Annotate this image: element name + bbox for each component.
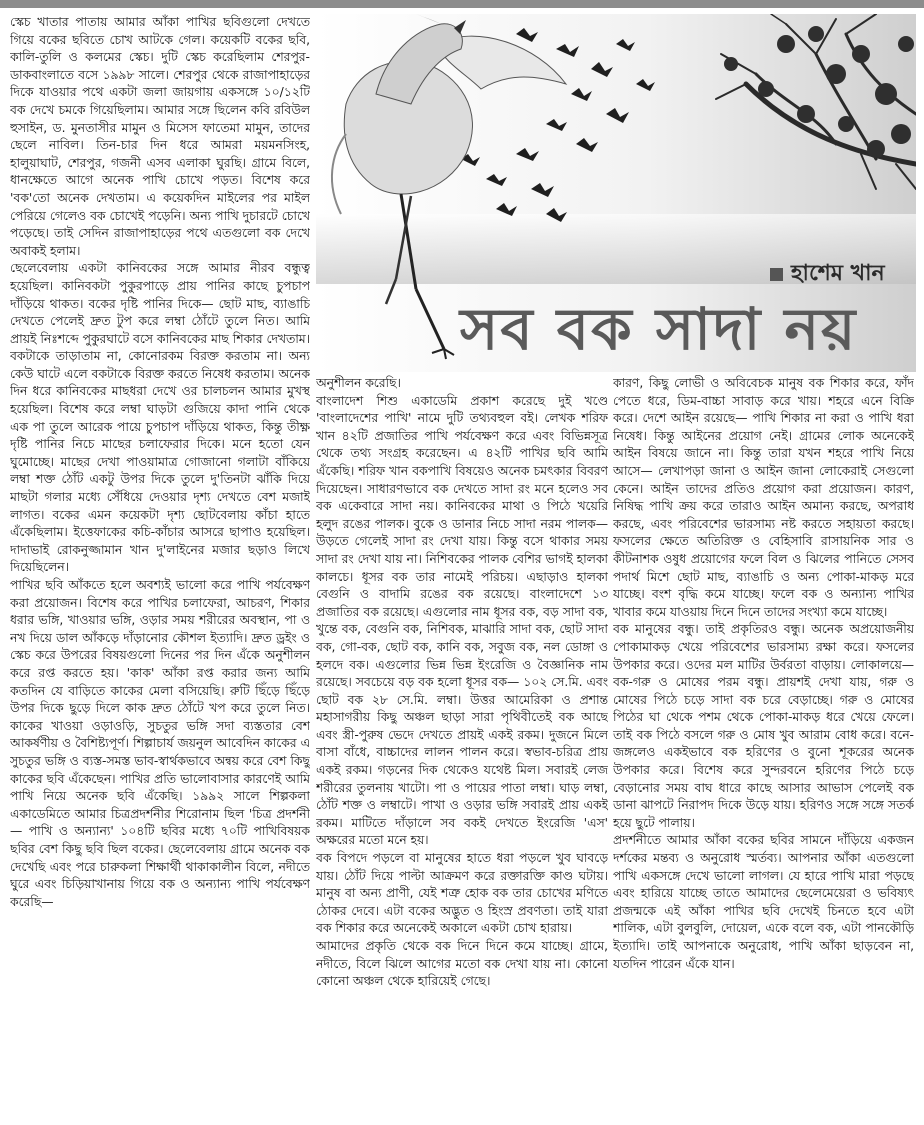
paragraph: আমাদের প্রকৃতি থেকে বক দিনে দিনে কমে যাচ্ছে। গ্রামে, নদীতে, বিলে ঝিলে আগের মতো বক দেখা যায় না। কোনো কোনো অঞ্চল থেকে হারিয়েই গেছে। [316,939,608,989]
article-column-2 [316,375,608,1119]
paragraph: প্রদর্শনীতে আমার আঁকা বকের ছবির সামনে দাঁড়িয়ে একজন দর্শকের মন্তব্য ও অনুরোধ স্মর্তব্য। আপনার আঁকা এতগুলো পাখি একসঙ্গে দেখে ভালো লাগল। যে হারে পাখি মারা পড়ছে এবং হারিয়ে যাচ্ছে তাতে আমাদের ছেলেমেয়েরা ও ভবিষ্যৎ প্রজন্মকে এই আঁকা পাখির ছবি দেখেই চিনতে হবে এটা শালিক, এটা বুলবুলি, দোয়েল, একে বলে বক, এটা পানকৌড়ি ইত্যাদি। তাই আপনাকে অনুরোধ, পাখি আঁকা ছাড়বেন না, যতদিন পারেন এঁকে যান। [613,833,914,971]
paragraph: কারণ, কিছু লোভী ও অবিবেচক মানুষ বক শিকার করে, ফাঁদ পেতে ধরে, ডিম-বাচ্চা সাবাড় করে খায়। শহরে এনে বিক্রি করে। দেশে আইন রয়েছে— পাখি শিকার না করা ও পাখি ধরা নিষেধ। কিন্তু আইনের প্রয়োগ নেই। গ্রামের লোক অনেকেই আইন বিষয়ে জানে না। কিন্তু তারা যখন শহরে পাখি নিয়ে আসে— লেখাপড়া জানা ও আইন জানা লোকেরাই সেগুলো কেনে। আইন তাদের প্রতিও প্রয়োগ করা প্রয়োজন। কারণ, নিষিদ্ধ পাখি ক্রয় করে তারাও আইন অমান্য করছে, অপরাধ করছে, এবং পরিবেশের ভারসাম্য নষ্ট করতে সহায়তা করছে। ফসলের ক্ষেতে অতিরিক্ত ও বেহিসাবি রাসায়নিক সার ও কীটনাশক ওষুধ প্রয়োগের ফলে বিল ও ঝিলের পানিতে সেসব পদার্থ মিশে ছোট মাছ, ব্যাঙাচি ও অন্য পোকা-মাকড় মরে যাচ্ছে। বংশ বৃদ্ধি কমে যাচ্ছে। ফলে বক ও অন্যান্য পাখির খাবার কমে যাওয়ায় দিনে দিনে তাদের সংখ্যা কমে যাচ্ছে। [613,376,914,619]
paragraph: বক মানুষের বন্ধু। তাই প্রকৃতিরও বন্ধু। অনেক অপ্রয়োজনীয় পোকামাকড় খেয়ে পরিবেশের ভারসাম্য রক্ষা করে। ফসলের উপকার করে। ওদের মল মাটির উর্বরতা বাড়ায়। লোকালয়ে— বক-গরু ও মোষের পরম বন্ধু। প্রায়শই দেখা যায়, গরু ও মোষের পিঠে চড়ে সাদা বক চরে বেড়াচ্ছে। গরু ও মোষের পিঠের ঘা থেকে পশম থেকে পোকা-মাকড় ধরে খেয়ে ফেলে। তাই বক পিঠে বসলে গরু ও মোষ খুব আরাম বোধ করে। বনে-জঙ্গলেও একইভাবে বক হরিণের ও বুনো শূকরের অনেক উপকার করে। বিশেষ করে সুন্দরবনে হরিণের পিঠে চড়ে বেড়ানোর সময় বাঘ ধারে কাছে আসার আভাস পেলেই বক ডানা ঝাপটে নিরাপদ দিকে উড়ে যায়। হরিণও সঙ্গে সঙ্গে সতর্ক হয়ে ছুটে পালায়। [613,622,914,830]
paragraph: পাখির ছবি আঁকতে হলে অবশ্যই ভালো করে পাখি পর্যবেক্ষণ করা প্রয়োজন। বিশেষ করে পাখির চলাফেরা, আচরণ, শিকার ধরার ভঙ্গি, খাওয়ার ভঙ্গি, ওড়ার সময় শরীরের অবস্থান, পা ও নখ দিয়ে ডাল আঁকড়ে দাঁড়ানোর কৌশল ইত্যাদি। দ্রুত ড্রইং ও স্কেচ করে উপরের বিষয়গুলো দিনের পর দিন এঁকে অনুশীলন করে রপ্ত করতে হয়। 'কাক' আঁকা রপ্ত করার জন্য আমি কতদিন যে বাড়িতে কাকের মেলা বসিয়েছি। রুটি ছিঁড়ে ছিঁড়ে উপর দিকে ছুড়ে দিলে কাক দ্রুত ঠোঁটে খপ করে তুলে নিত। কাকের খাওয়া ওড়াওড়ি, সুচতুর ভঙ্গি সদা ব্যস্ততার বেশ আকর্ষণীয় ও বৈশিষ্ট্যপূর্ণ। শিল্পাচার্য জয়নুল আবেদিন কাকের এ সুচতুর ভঙ্গি ও ব্যস্ত-সমস্ত ভাব-স্বার্থকভাবে অন্বয় করে বেশ কিছু কাকের ছবি এঁকেছেন। পাখির প্রতি ভালোবাসার কারণেই আমি পাখি নিয়ে অনেক ছবি এঁকেছি। ১৯৯২ সালে শিল্পকলা একাডেমিতে আমার চিত্রপ্রদর্শনীর শিরোনাম ছিল 'চিত্র প্রদর্শনী— পাখি ও অন্যান্য' ১০৪টি ছবির মধ্যে ৭০টি পাখিবিষয়ক ছবির বেশ কিছু ছবি ছিল বকের। ছেলেবেলায় গ্রামে অনেক বক দেখেছি এবং পরে চারুকলা শিক্ষার্থী থাকাকালীন বিলে, নদীতে ঘুরে এবং চিড়িয়াখানায় গিয়ে বক ও অন্যান্য পাখি পর্যবেক্ষণ করেছি— [10,578,310,909]
paragraph: বাংলাদেশ শিশু একাডেমি প্রকাশ করেছে দুই খণ্ডে 'বাংলাদেশের পাখি' নামে দুটি তথ্যবহুল বই। লেখক শরিফ খান ৪২টি প্রজাতির পাখি পর্যবেক্ষণ করে এবং বিভিন্নসূত্র থেকে তথ্য সংগ্রহ করেছেন। এ ৪২টি পাখির ছবি আমি এঁকেছি। শরিফ খান বকপাখি বিষয়েও অনেক চমৎকার বিবরণ দিয়েছেন। সাধারণভাবে বক দেখতে সাদা রং মনে হলেও সব বক একেবারে সাদা নয়। কানিবকের মাথা ও পিঠে খয়েরি হলুদ রঙের পালক। বুকে ও ডানার নিচে সাদা নরম পালক— উড়তে গেলেই সাদা রং দেখা যায়। কিন্তু বসে থাকার সময় সাদা রং দেখা যায় না। নিশিবকের পালক বেশির ভাগই হালকা কালচে। ধূসর বক তার নামেই পরিচয়। এছাড়াও হালকা বেগুনি ও বাদামি রঙের বক রয়েছে। বাংলাদেশে ১৩ প্রজাতির বক রয়েছে। এগুলোর নাম ধূসর বক, বড় সাদা বক, খুন্তে বক, বেগুনি বক, নিশিবক, মাঝারি সাদা বক, ছোট সাদা বক, গো-বক, ছোট বক, কানি বক, সবুজ বক, নল ডোঙ্গা ও হলদে বক। এগুলোর ভিন্ন ভিন্ন ইংরেজি ও বৈজ্ঞানিক নাম রয়েছে। সবচেয়ে বড় বক হলো ধূসর বক— ১০২ সে.মি. এবং ছোট বক ২৮ সে.মি. লম্বা। উত্তর আমেরিকা ও প্রশান্ত মহাসাগরীয় কিছু অঞ্চল ছাড়া সারা পৃথিবীতেই বক আছে এবং স্ত্রী-পুরুষ ভেদে দেখতে প্রায়ই একই রকম। দুজনে মিলে বাসা বাঁধে, বাচ্চাদের লালন পালন করে। স্বভাব-চরিত্র প্রায় একই রকম। গড়নের দিক থেকেও যথেষ্ট মিল। সবারই লেজ শরীরের তুলনায় খাটো। পা ও পায়ের পাতা লম্বা। ঘাড় লম্বা, ঠোঁট শক্ত ও লম্বাটে। পাখা ও ওড়ার ভঙ্গি সবারই প্রায় একই রকম। মাটিতে দাঁড়ালে সব বকই দেখতে ইংরেজি 'এস' অক্ষরের মতো মনে হয়। [316,393,608,848]
article-column-1 [10,14,310,1119]
paragraph: বক বিপদে পড়লে বা মানুষের হাতে ধরা পড়লে খুব ঘাবড়ে যায়। ঠোঁট দিয়ে পাল্টা আক্রমণ করে রক্তারক্তি কাণ্ড ঘটায়। মানুষ বা অন্য প্রাণী, যেই শত্রু হোক বক তার চোখের মণিতে ঠোকর দেবে। এটা বকের অদ্ভুত ও হিংস্র প্রবণতা। তাই যারা বক শিকার করে অনেকেই অকালে একটা চোখ হারায়। [316,851,608,936]
paragraph: ছেলেবেলায় একটা কানিবকের সঙ্গে আমার নীরব বন্ধুত্ব হয়েছিল। কানিবকটা পুকুরপাড়ে প্রায় পানির কাছে চুপচাপ দাঁড়িয়ে থাকত। বকের দৃষ্টি পানির দিকে— ছোট মাছ, ব্যাঙাচি দেখতে পেলেই দ্রুত টুপ করে লম্বা ঠোঁটে তুলে নিত। আমি প্রায়ই নিঃশব্দে পুকুরঘাটে বসে কানিবকের মাছ শিকার দেখতাম। বকটাকে তাড়াতাম না, কোনোরকম বিরক্ত করতাম না। অন্য কেউ ঘাটে এলে বকটাকে বিরক্ত করতে নিষেধ করতাম। অনেক দিন ধরে কানিবকের মাছধরা দেখে ওর চালচলন আমার মুখস্থ হয়েছিল। বিশেষ করে লম্বা ঘাড়টা গুজিয়ে কাদা পানি থেকে এক পা তুলে আরেক পায়ে চুপচাপ দাঁড়িয়ে থাকত, কিন্তু তীক্ষ্ণ দৃষ্টি পানির নিচে মাছের চলাফেরার দিকে। মনে হতো যেন ঘুমোচ্ছে। মাছের দেখা পাওয়ামাত্র গোজানো গলাটা বাঁকিয়ে লম্বা শক্ত ঠোঁট একটু উপর দিকে তুলে দু'তিনটা ঝাঁকি দিয়ে মাছটা গলার মধ্যে সেঁধিয়ে দেওয়ার দৃশ্য দেখতে বেশ মজাই লাগত। বকের এমন কয়েকটা দৃশ্য ছোটবেলায় কাঁচা হাতে এঁকেছিলাম। ইত্তেফাকের কচি-কাঁচার আসরে ছাপাও হয়েছিল। দাদাভাই রোকনুজ্জামান খান দু'লাইনের মজার ছড়াও লিখে দিয়েছিলেন। [10,261,310,575]
article-column-3 [613,375,914,1119]
author-name: হাশেম খান [791,261,885,286]
byline-square-icon [770,268,783,281]
top-rule [0,0,924,8]
headline: সব বক সাদা নয় [460,295,858,363]
paragraph: অনুশীলন করেছি। [316,376,401,390]
paragraph: স্কেচ খাতার পাতায় আমার আঁকা পাখির ছবিগুলো দেখতে গিয়ে বকের ছবিতে চোখ আটকে গেল। কয়েকটি বকের ছবি, কালি-তুলি ও কলমের স্কেচ। দুটি স্কেচ করেছিলাম শেরপুর-ডাকবাংলাতে বসে ১৯৯৮ সালে। শেরপুর থেকে রাজাপাহাড়ের দিকে যাওয়ার পথে একটা জলা জায়গায় একসঙ্গে ১০/১২টি বক দেখে চমকে গিয়েছিলাম। আমার সঙ্গে ছিলেন কবি রবিউল হুসাইন, ড. মুনতাসীর মামুন ও মিসেস ফাতেমা মামুন, তাদের ছেলে নাবিল। তিন-চার দিন ধরে আমরা ময়মনসিংহ, হালুয়াঘাট, শেরপুর, গজনী এসব এলাকা ঘুরছি। গ্রামে বিলে, ধানক্ষেতে আগে অনেক পাখি চোখে পড়ত। বিশেষ করে 'বক'তো অনেক দেখতাম। এ কয়েকদিন মাইলের পর মাইল পেরিয়ে গেলেও বক চোখেই পড়েনি। অন্য পাখি দুচারটে চোখে পড়েছে। তাই সেদিন রাজাপাহাড়ের পথে এতগুলো বক দেখে অবাকই হলাম। [10,15,310,258]
